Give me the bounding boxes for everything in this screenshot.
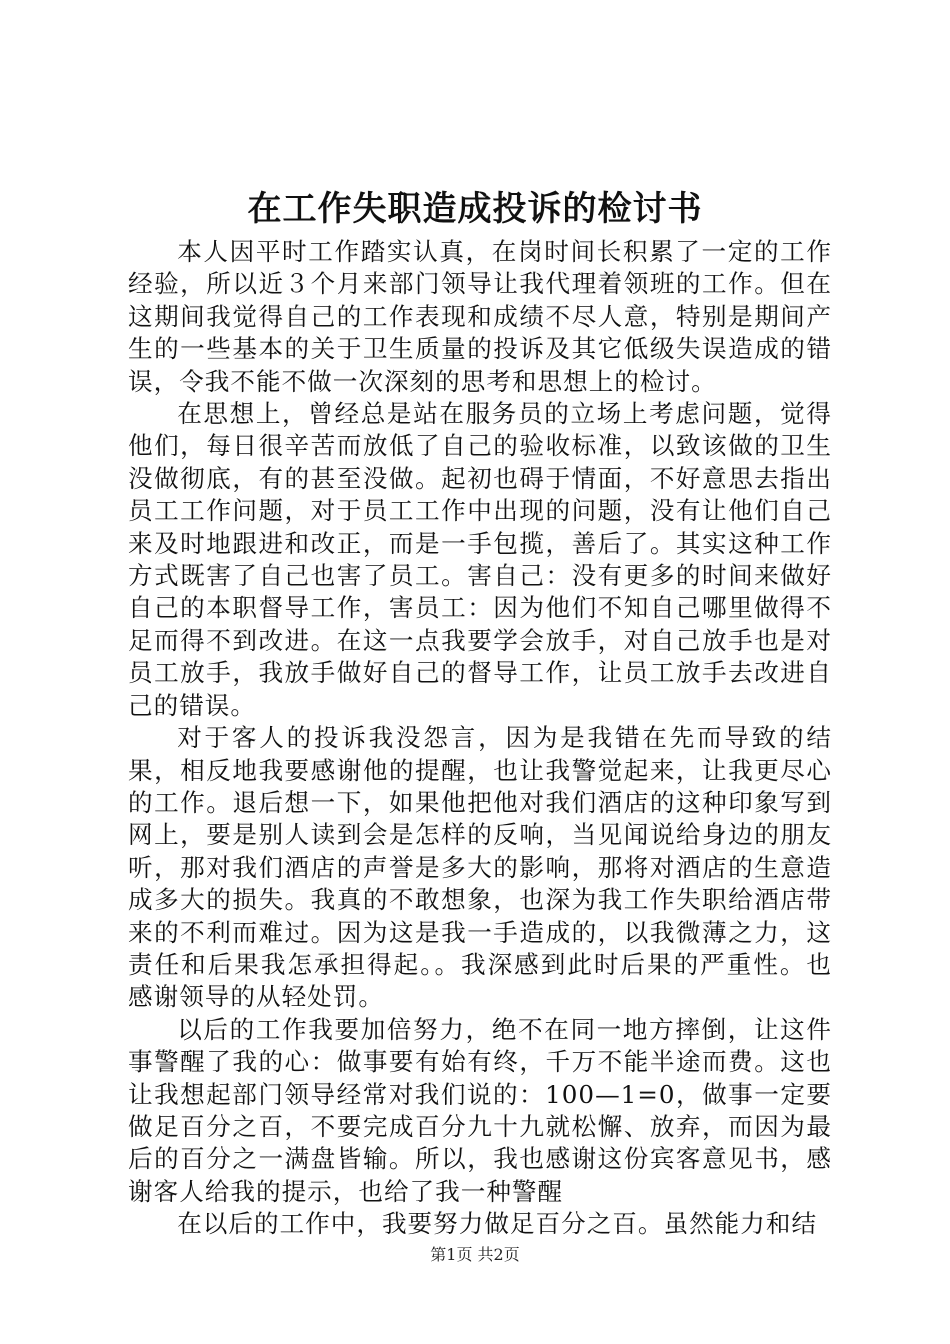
paragraph-3: 对于客人的投诉我没怨言，因为是我错在先而导致的结果，相反地我要感谢他的提醒，也让我警觉起来，让我更尽心的工作。退后想一下，如果他把他对我们酒店的这种印象写到网上，要是别人读到会是怎样的反响，当见闻说给身边的朋友听，那对我们酒店的声誉是多大的影响，那将对酒店的生意造成多大的损失。我真的不敢想象，也深为我工作失职给酒店带来的不利而难过。因为这是我一手造成的，以我微薄之力，这责任和后果我怎承担得起。。我深感到此时后果的严重性。也感谢领导的从轻处罚。 (128, 723, 832, 1012)
paragraph-1: 本人因平时工作踏实认真，在岗时间长积累了一定的工作经验，所以近３个月来部门领导让我代理着领班的工作。但在这期间我觉得自己的工作表现和成绩不尽人意，特别是期间产生的一些基本的关于卫生质量的投诉及其它低级失误造成的错误，令我不能不做一次深刻的思考和思想上的检讨。 (128, 237, 832, 396)
paragraph-5: 在以后的工作中，我要努力做足百分之百。虽然能力和结 (177, 1209, 818, 1239)
paragraph-4: 以后的工作我要加倍努力，绝不在同一地方摔倒，让这件事警醒了我的心：做事要有始有终，千万不能半途而费。这也让我想起部门领导经常对我们说的：100—1=0，做事一定要做足百分之百，不要完成百分九十九就松懈、放弃，而因为最后的百分之一满盘皆输。所以，我也感谢这份宾客意见书，感谢客人给我的提示，也给了我一种警醒 (128, 1014, 832, 1206)
document-title: 在工作失职造成投诉的检讨书 (247, 189, 703, 229)
page-footer (0, 1244, 950, 1266)
paragraph-2: 在思想上，曾经总是站在服务员的立场上考虑问题，觉得他们，每日很辛苦而放低了自己的验收标准，以致该做的卫生没做彻底，有的甚至没做。起初也碍于情面，不好意思去指出员工工作问题，对于员工工作中出现的问题，没有让他们自己来及时地跟进和改正，而是一手包揽，善后了。其实这种工作方式既害了自己也害了员工。害自己：没有更多的时间来做好自己的本职督导工作，害员工：因为他们不知自己哪里做得不足而得不到改进。在这一点我要学会放手，对自己放手也是对员工放手，我放手做好自己的督导工作，让员工放手去改进自己的错误。 (128, 399, 832, 720)
page-indicator: 第1页 共2页 (430, 1245, 520, 1264)
document-body (128, 236, 832, 1241)
